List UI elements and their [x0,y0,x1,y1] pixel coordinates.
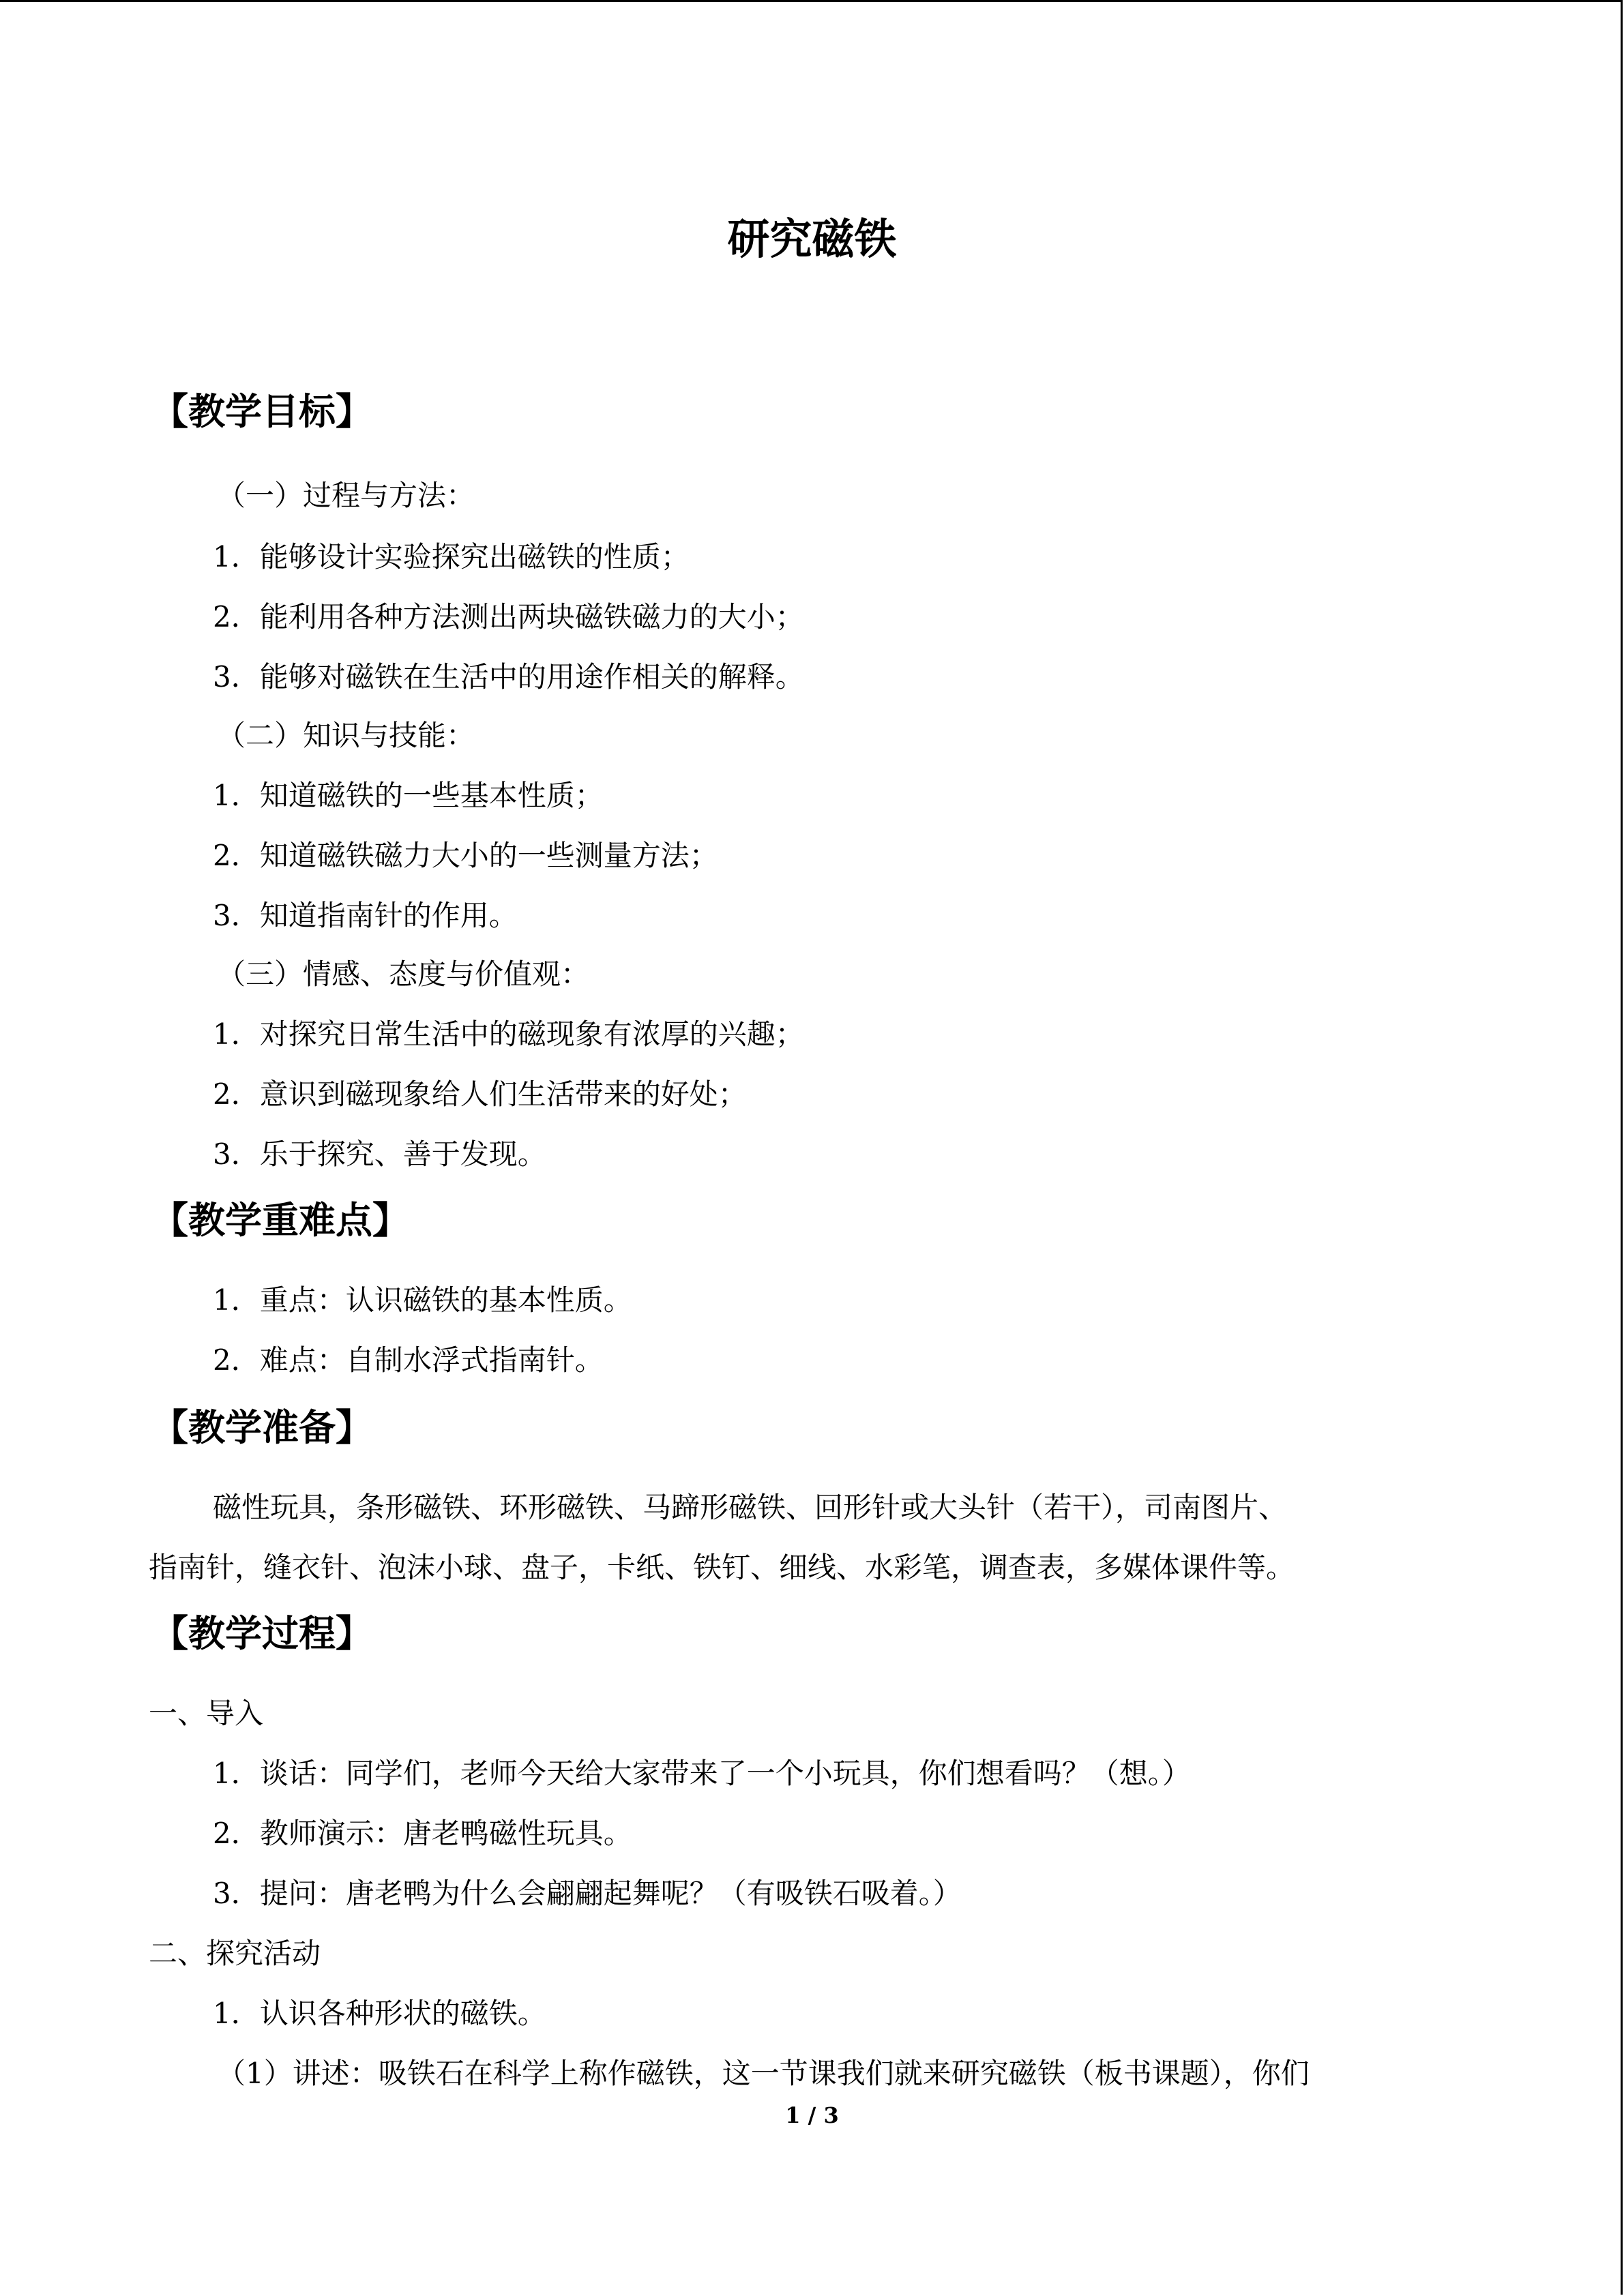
objectives-item: 1．知道磁铁的一些基本性质； [213,779,604,812]
page-number: 1 / 3 [785,2102,839,2128]
process-item: （1）讲述：吸铁石在科学上称作磁铁，这一节课我们就来研究磁铁（板书课题），你们 [217,2057,1310,2090]
objectives-item: 3．知道指南针的作用。 [213,899,518,932]
section-heading-key-points: 【教学重难点】 [151,1199,409,1242]
objectives-item: 1．对探究日常生活中的磁现象有浓厚的兴趣； [213,1017,804,1051]
objectives-item: 3．乐于探究、善于发现。 [213,1137,546,1171]
section-heading-objectives: 【教学目标】 [151,390,372,433]
objectives-subheading: （一）过程与方法： [217,479,475,512]
section-heading-process: 【教学过程】 [151,1612,372,1655]
objectives-item: 3．能够对磁铁在生活中的用途作相关的解释。 [213,660,804,694]
key-points-item: 2．难点：自制水浮式指南针。 [213,1343,604,1377]
process-item: 1．认识各种形状的磁铁。 [213,1997,546,2030]
process-item: 2．教师演示：唐老鸭磁性玩具。 [213,1817,632,1850]
process-step-heading: 一、导入 [149,1697,264,1730]
objectives-item: 1．能够设计实验探究出磁铁的性质； [213,540,690,573]
process-step-heading: 二、探究活动 [149,1937,321,1970]
objectives-item: 2．意识到磁现象给人们生活带来的好处； [213,1077,747,1111]
document-title: 研究磁铁 [727,214,897,264]
objectives-subheading: （三）情感、态度与价值观： [217,957,590,991]
objectives-item: 2．知道磁铁磁力大小的一些测量方法； [213,839,718,872]
process-item: 1．谈话：同学们，老师今天给大家带来了一个小玩具，你们想看吗？（想。） [213,1757,1191,1790]
key-points-item: 1．重点：认识磁铁的基本性质。 [213,1283,632,1317]
preparation-paragraph-line: 磁性玩具，条形磁铁、环形磁铁、马蹄形磁铁、回形针或大头针（若干），司南图片、 [213,1491,1288,1524]
objectives-item: 2．能利用各种方法测出两块磁铁磁力的大小； [213,600,804,633]
objectives-subheading: （二）知识与技能： [217,719,475,752]
preparation-paragraph-line: 指南针，缝衣针、泡沫小球、盘子，卡纸、铁钉、细线、水彩笔，调查表，多媒体课件等。 [149,1551,1295,1584]
section-heading-preparation: 【教学准备】 [151,1406,372,1449]
process-item: 3．提问：唐老鸭为什么会翩翩起舞呢？（有吸铁石吸着。） [213,1877,962,1910]
